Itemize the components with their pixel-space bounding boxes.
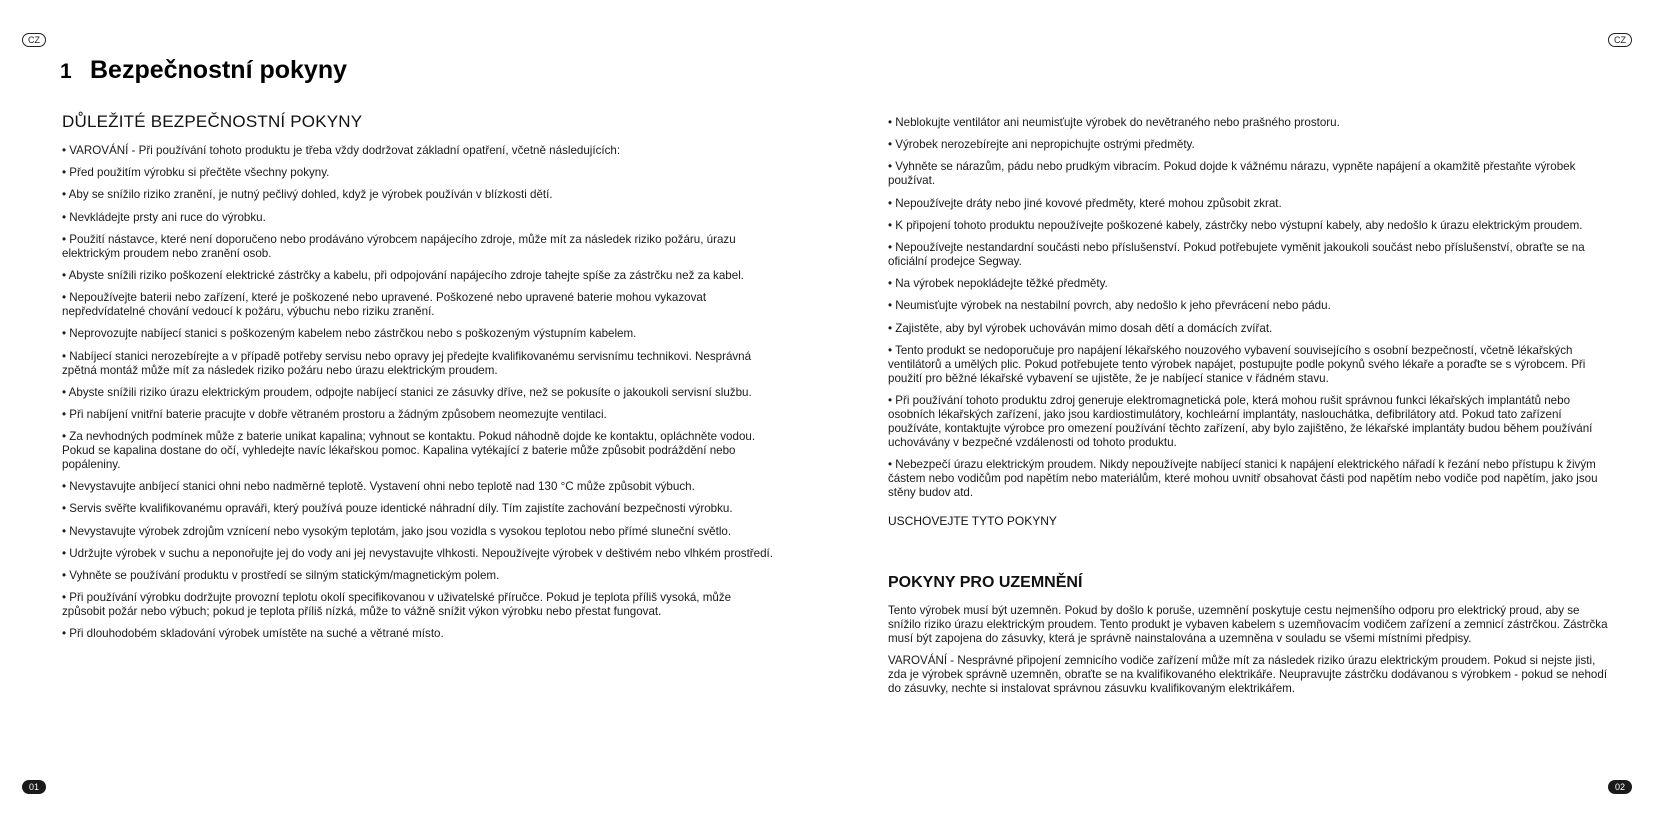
list-item: • Na výrobek nepokládejte těžké předměty. bbox=[888, 277, 1108, 291]
list-item: • Za nevhodných podmínek může z baterie unikat kapalina; vyhnout se kontaktu. Pokud náhodně dojde ke kontaktu, opláchněte vodou. Pokud se kapalina dostane do očí, vyhledejte navíc lékařskou pomoc. Kapalina vytékající z baterie může způsobit podráždění nebo popáleniny. bbox=[62, 430, 756, 472]
left-column bbox=[62, 112, 777, 650]
list-item: • Použití nástavce, které není doporučeno nebo prodáváno výrobcem napájecího zdroje, může mít za následek riziko požáru, úrazu elektrickým proudem nebo zranění osob. bbox=[62, 232, 736, 260]
section-number: 1 bbox=[60, 60, 72, 83]
list-item: • Při dlouhodobém skladování výrobek umístěte na suché a větrané místo. bbox=[62, 627, 444, 641]
list-item: • VAROVÁNÍ - Při používání tohoto produktu je třeba vždy dodržovat základní opatření, včetně následujících: bbox=[62, 144, 621, 157]
right-safety-list bbox=[888, 116, 1608, 500]
list-item: • Nevkládejte prsty ani ruce do výrobku. bbox=[62, 210, 266, 224]
list-item: • Abyste snížili riziko poškození elektrické zástrčky a kabelu, při odpojování napájecího zdroje tahejte spíše za zástrčku než za kabel. bbox=[62, 268, 744, 282]
list-item: • Aby se snížilo riziko zranění, je nutný pečlivý dohled, když je výrobek používán v blízkosti dětí. bbox=[62, 188, 553, 202]
list-item: • K připojení tohoto produktu nepoužívejte poškozené kabely, zástrčky nebo výstupní kabely, aby nedošlo k úrazu elektrickým proudem. bbox=[888, 218, 1583, 232]
list-item: • Neblokujte ventilátor ani neumisťujte výrobek do nevětraného nebo prašného prostoru. bbox=[888, 116, 1340, 129]
list-item: • Nevystavujte výrobek zdrojům vznícení nebo vysokým teplotám, jako jsou vozidla s vysokou teplotou nebo přímé sluneční světlo. bbox=[62, 524, 732, 538]
grounding-heading: POKYNY PRO UZEMNĚNÍ bbox=[888, 574, 1083, 592]
page-number-left: 01 bbox=[22, 780, 46, 794]
list-item: • Nepoužívejte nestandardní součásti nebo příslušenství. Pokud potřebujete vyměnit jakoukoli součást nebo příslušenství, obraťte se na oficiální prodejce Segway. bbox=[888, 240, 1585, 268]
language-badge-right: CZ bbox=[1608, 33, 1632, 47]
list-item: • Neprovozujte nabíjecí stanici s poškozeným kabelem nebo zástrčkou nebo s poškozeným výstupním kabelem. bbox=[62, 327, 637, 341]
list-item: • Výrobek nerozebírejte ani nepropichujte ostrými předměty. bbox=[888, 138, 1195, 152]
important-safety-heading: DŮLEŽITÉ BEZPEČNOSTNÍ POKYNY bbox=[62, 112, 363, 131]
list-item: • Zajistěte, aby byl výrobek uchováván mimo dosah dětí a domácích zvířat. bbox=[888, 321, 1273, 335]
list-item: • Neumisťujte výrobek na nestabilní povrch, aby nedošlo k jeho převrácení nebo pádu. bbox=[888, 299, 1331, 313]
right-column bbox=[888, 116, 1608, 704]
list-item: • Udržujte výrobek v suchu a neponořujte jej do vody ani jej nevystavujte vlhkosti. Nepoužívejte výrobek v deštivém nebo vlhkém prostředí. bbox=[62, 546, 773, 560]
list-item: • Nepoužívejte baterii nebo zařízení, které je poškozené nebo upravené. Poškozené nebo upravené baterie mohou vykazovat nepředvídatelné chování vedoucí k požáru, výbuchu nebo riziku zranění. bbox=[62, 291, 707, 319]
list-item: • Při používání tohoto produktu zdroj generuje elektromagnetická pole, která mohou rušit správnou funkci lékařských implantátů nebo osobních lékařských zařízení, jako jsou kardiostimulátory, kochleární implantáty, naslouchátka, defibrilátory atd. Pokud tato zařízení používáte, kontaktujte výrobce pro omezení používání těchto zařízení, aby bylo zajištěno, že lékařské implantáty budou během používání uchovávány v bezpečné vzdálenosti od tohoto produktu. bbox=[888, 393, 1593, 449]
list-item: • Vyhněte se nárazům, pádu nebo prudkým vibracím. Pokud dojde k vážnému nárazu, vypněte napájení a okamžitě přestaňte výrobek používat. bbox=[888, 160, 1576, 188]
section-title: Bezpečnostní pokyny bbox=[90, 56, 347, 84]
left-safety-list bbox=[62, 144, 777, 641]
list-item: • Servis svěřte kvalifikovanému opraváři, který používá pouze identické náhradní díly. Tím zajistíte zachování bezpečnosti výrobku. bbox=[62, 502, 733, 516]
list-item: • Nebezpečí úrazu elektrickým proudem. Nikdy nepoužívejte nabíjecí stanici k napájení elektrického nářadí k řezání nebo přístupu k živým částem nebo vodičům pod napětím nebo materiálům, které mohou uvnitř obsahovat části pod napětím nebo vodiče pod napětím, jako jsou stěny budov atd. bbox=[888, 458, 1598, 500]
list-item: • Před použitím výrobku si přečtěte všechny pokyny. bbox=[62, 166, 330, 180]
list-item: • Tento produkt se nedoporučuje pro napájení lékařského nouzového vybavení souvisejícího s osobní bezpečností, včetně lékařských ventilátorů a umělých plic. Pokud potřebujete tento výrobek napájet, postupujte podle pokynů svého lékaře a poraďte se s výrobcem. Při použití pro běžné lékařské vybavení se ujistěte, že je nabíjecí stanice v řádném stavu. bbox=[888, 343, 1586, 385]
list-item: • Nevystavujte anbíjecí stanici ohni nebo nadměrné teplotě. Vystavení ohni nebo teplotě nad 130 °C může způsobit výbuch. bbox=[62, 480, 695, 494]
list-item: • Abyste snížili riziko úrazu elektrickým proudem, odpojte nabíjecí stanici ze zásuvky dříve, než se pokusíte o jakoukoli servisní službu. bbox=[62, 385, 752, 399]
grounding-warning-paragraph: VAROVÁNÍ - Nesprávné připojení zemnicího vodiče zařízení může mít za následek riziko úrazu elektrickým proudem. Pokud si nejste jisti, zda je výrobek správně uzemněn, obraťte se na kvalifikovaného elektrikáře. Neupravujte zástrčku dodávanou s výrobkem - pokud se nehodí do zásuvky, nechte si instalovat správnou zásuvku kvalifikovaným elektrikářem. bbox=[888, 654, 1608, 696]
list-item: • Nepoužívejte dráty nebo jiné kovové předměty, které mohou způsobit zkrat. bbox=[888, 196, 1282, 210]
list-item: • Vyhněte se používání produktu v prostředí se silným statickým/magnetickým polem. bbox=[62, 569, 500, 582]
grounding-paragraph: Tento výrobek musí být uzemněn. Pokud by došlo k poruše, uzemnění poskytuje cestu nejmenšího odporu pro elektrický proud, aby se snížilo riziko úrazu elektrickým proudem. Tento produkt je vybaven kabelem s uzemňovacím vodičem zařízení a zemnicí zástrčkou. Zástrčka musí být zapojena do zásuvky, která je správně nainstalována a uzemněna v souladu se všemi místními předpisy. bbox=[888, 604, 1608, 646]
save-instructions-note: USCHOVEJTE TYTO POKYNY bbox=[888, 514, 1057, 529]
list-item: • Při používání výrobku dodržujte provozní teplotu okolí specifikovanou v uživatelské příručce. Pokud je teplota příliš vysoká, může způsobit požár nebo výbuch; pokud je teplota příliš nízká, může to vážně snížit výkon výrobku nebo přestat fungovat. bbox=[62, 591, 732, 619]
language-badge-left: CZ bbox=[22, 33, 46, 47]
page-number-right: 02 bbox=[1608, 780, 1632, 794]
list-item: • Při nabíjení vnitřní baterie pracujte v dobře větraném prostoru a žádným způsobem neomezujte ventilaci. bbox=[62, 407, 607, 421]
page-title bbox=[60, 56, 347, 85]
list-item: • Nabíjecí stanici nerozebírejte a v případě potřeby servisu nebo opravy jej předejte kvalifikovanému servisnímu technikovi. Nesprávná zpětná montáž může mít za následek riziko požáru nebo úrazu elektrickým proudem. bbox=[62, 349, 752, 377]
